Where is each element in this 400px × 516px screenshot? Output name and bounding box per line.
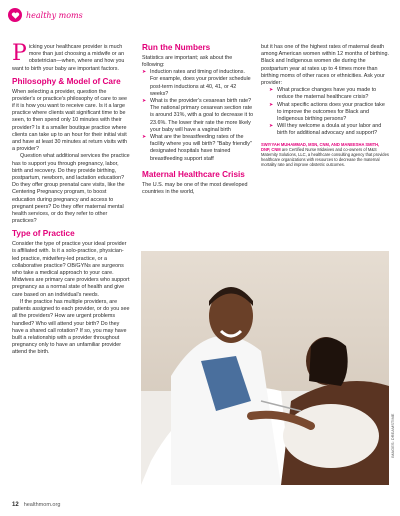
heading-maternal-healthcare-crisis: Maternal Healthcare Crisis — [142, 169, 245, 179]
list-item: ➤ Induction rates and timing of inductions. For example, does your provider schedule post-term inductions at 40, 41, or 42 weeks? — [142, 69, 254, 98]
heading-run-the-numbers: Run the Numbers — [142, 43, 211, 52]
heart-icon — [8, 8, 22, 22]
page-number: 12 — [12, 502, 19, 508]
crisis-questions-list — [261, 87, 389, 137]
numbers-list — [142, 69, 254, 163]
section-title: healthy moms — [26, 10, 83, 20]
list-item: ➤ What is the provider's cesarean birth rate? The national primary cesarean section rate is around 31%, with a goal to decrease it to 23.6%. The lower their rate the more likely your baby will have a vaginal birth — [142, 98, 254, 134]
paragraph: The U.S. may be one of the most developed countries in the world, — [142, 181, 248, 195]
intro-text: icking your healthcare provider is much more than just choosing a midwife or an obstetrician—when, where and how you want to birth your baby are important factors. — [12, 44, 125, 72]
drop-cap: P — [12, 41, 27, 66]
intro-paragraph — [12, 41, 130, 73]
column-1 — [12, 41, 130, 357]
magazine-section-header — [8, 8, 83, 22]
list-item: ➤ Will they welcome a doula at your labor and birth for additional advocacy and support? — [269, 123, 389, 137]
photo-credit: IMAGES: DREAMSTIME — [390, 413, 395, 458]
paragraph: If the practice has multiple providers, are patients assigned to each provider, or do you see all the providers? How are urgent problems handled? Who will attend your birth? Do they have a shared call rotation? If so, you may have built a relationship with a provider throughout pregnancy only to have an unfamiliar provider attend the birth. — [12, 298, 130, 356]
paragraph: Question what additional services the practice has to support you through pregnancy, labor, birth and recovery. Do they provide birthing, postpartum, newborn, and lactation education? Do they offer group prenatal care visits, like the Centering Pregnancy program, to boost education during pregnancy and access to pregnant peers? Do they offer maternal mental health services, or do they refer to other practices? — [12, 153, 130, 225]
list-item: ➤ What specific actions does your practice take to improve the outcomes for Black and Indigenous birthing persons? — [269, 102, 389, 124]
paragraph: Consider the type of practice your ideal provider is affiliated with. Is it a solo-practice, physician-led practice, midwifery-led practice, or a collaborative practice? OB/GYNs are surgeons who take a medical approach to your care. Midwives are primary care providers who support pregnancy as a normal state of health and give care based on an individual's needs. — [12, 241, 130, 298]
page-footer — [12, 502, 60, 508]
paragraph: When selecting a provider, question the provider's or practice's philosophy of care to see if it is how you want to receive care. Is it a large practice where clients wait significant time to be seen, to then spend only 10 minutes with their provider? Is it a smaller boutique practice where clients can take up to an hour for their initial visit and have at least 30 minutes at return visits with a provider? — [12, 88, 128, 153]
website-url: healthmom.org — [23, 502, 61, 508]
author-bio — [261, 142, 389, 168]
doctor-with-pregnant-patient-photo — [141, 251, 389, 485]
column-2 — [142, 44, 254, 196]
heading-type-of-practice: Type of Practice — [12, 229, 75, 239]
column-3 — [261, 44, 389, 168]
paragraph: but it has one of the highest rates of maternal death among American women within 12 months of birthing. Black and Indigenous women die during the postpartum year at rates up to 4 times more than birthing moms of other races or ethnicities. Ask your provider: — [261, 44, 389, 87]
author-description: are Certified Nurse Midwives and co-owners of M&S Maternity Solutions, LLC, a healthcare consulting agency that provides healthcare organizations with resources to decrease the maternal mortality rate and improve obstetric outcomes. — [261, 146, 389, 168]
list-item: ➤ What are the breastfeeding rates of the facility where you will birth? "Baby friendly" designated hospitals have trained breastfeeding support staff — [142, 134, 254, 163]
paragraph: Statistics are important; ask about the following: — [142, 54, 233, 68]
author-names: SWIYYAH MUHAMMAD, MSN, CNM, AND MANEESHA SMITH, DNP, CNM — [261, 141, 380, 152]
list-item: ➤ What practice changes have you made to reduce the maternal healthcare crisis? — [269, 87, 389, 101]
heading-philosophy: Philosophy & Model of Care — [12, 76, 121, 86]
